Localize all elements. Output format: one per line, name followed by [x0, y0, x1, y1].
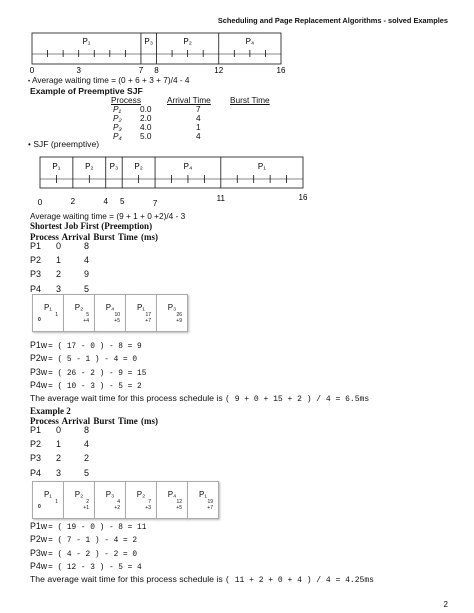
preemptive-row-arrival: 0.0 [140, 104, 152, 114]
preemptive-row-process: P₁ [113, 104, 122, 114]
section2-row-arrival: 0 [56, 425, 62, 435]
average-waiting-time-2: Average waiting time = (9 + 1 + 0 +2)/4 - 3 [30, 211, 186, 221]
section1-gantt-time: 1 [55, 312, 58, 318]
preemptive-row-arrival: 5.0 [140, 131, 152, 141]
section1-gantt-process: P₁ [136, 303, 146, 312]
gantt2-frame [40, 157, 303, 188]
avg1-text: Average waiting time = (0 + 6 + 3 + 7)/4 - 4 [31, 75, 190, 85]
section1-gantt-process: P₃ [167, 303, 177, 312]
section1-gantt-block [156, 294, 188, 332]
gantt1-segment-label: P₃ [144, 37, 154, 46]
section1-row-arrival: 3 [56, 283, 62, 294]
col-header-arrival: Arrival Time [167, 95, 211, 105]
gantt2-tick-label: 7 [152, 199, 158, 208]
section2-row-arrival: 1 [56, 439, 62, 450]
bullet-icon: • [28, 140, 31, 149]
preemptive-row-process: P₄ [113, 131, 122, 141]
section2-gantt-process: P₂ [136, 490, 146, 499]
avg-text: The average wait time for this process schedule is [30, 393, 223, 403]
section2-gantt-start: 0 [38, 504, 41, 510]
preemptive-row-process: P₃ [113, 122, 122, 132]
wait-label: P3w [30, 547, 48, 558]
wait-label: P2w [30, 534, 48, 545]
wait-equation: = ( 7 - 1 ) - 4 = 2 [48, 537, 138, 546]
preemptive-row-burst: 4 [196, 131, 201, 141]
section1-row-arrival: 1 [56, 255, 62, 266]
section2-gantt-process: P₄ [167, 490, 177, 499]
section2-row-burst: 4 [84, 439, 90, 450]
section2-gantt-time: 12 +5 [176, 499, 182, 511]
gantt1-segment-label: P₁ [82, 37, 91, 46]
section1-wait-line [30, 380, 142, 391]
gantt2-segment-label: P₁ [52, 162, 61, 171]
wait-equation: = ( 12 - 3 ) - 5 = 4 [48, 564, 142, 573]
gantt2-tick-label: 2 [70, 197, 76, 206]
section1-row-arrival: 0 [56, 241, 62, 251]
gantt2-segment-label: P₄ [183, 162, 193, 171]
section2-gantt-process: P₁ [43, 490, 53, 499]
section1-row-burst: 8 [84, 241, 90, 251]
gantt2-tick-label: 11 [216, 194, 225, 203]
section2-row-process: P1 [30, 425, 42, 435]
preemptive-row-arrival: 2.0 [140, 113, 152, 123]
section2-wait-line [30, 561, 142, 572]
gantt2-segment-label: P₃ [109, 162, 119, 171]
gantt2-segment-label: P₂ [85, 162, 94, 171]
section1-gantt-block [94, 294, 126, 332]
section2-gantt-block [125, 481, 157, 519]
wait-label: P4w [30, 561, 48, 572]
gantt2-tick-label: 5 [119, 197, 125, 206]
section1-gantt-process: P₂ [74, 303, 84, 312]
bullet-icon: • [28, 79, 31, 85]
section1-gantt-block [32, 294, 64, 332]
page-number: 2 [443, 600, 448, 609]
section1-gantt-time: 10 +5 [114, 312, 120, 324]
gantt2-tick-label: 16 [298, 193, 308, 202]
section2-table-header: Process Arrival Burst Time (ms) [30, 416, 158, 426]
section2-row-burst: 5 [84, 467, 90, 478]
col-header-burst: Burst Time [230, 95, 270, 105]
section2-gantt-block [156, 481, 188, 519]
section2-row-process: P4 [30, 467, 42, 478]
wait-equation: = ( 10 - 3 ) - 5 = 2 [48, 383, 142, 392]
wait-label: P1w [30, 521, 48, 531]
gantt-chart-2 [38, 157, 308, 208]
gantt1-tick-label: 3 [76, 66, 81, 75]
section1-row-burst: 9 [84, 269, 90, 280]
gantt1-tick-label: 0 [29, 66, 35, 75]
section1-wait-line [30, 340, 142, 351]
page-header: Scheduling and Page Replacement Algorithms - solved Examples [217, 16, 448, 25]
avg-equation: ( 11 + 2 + 0 + 4 ) / 4 = 4.25ms [225, 576, 374, 585]
section1-row-process: P1 [30, 241, 42, 251]
gantt1-tick-label: 16 [276, 66, 286, 75]
section1-gantt-block [125, 294, 157, 332]
gantt2-tick-label: 4 [103, 197, 108, 206]
section1-title: Shortest Job First (Preemption) [30, 221, 153, 231]
example-title: Example of Preemptive SJF [30, 86, 143, 96]
preemptive-row-burst: 4 [196, 113, 201, 123]
section2-gantt-time: 4 +2 [114, 499, 120, 511]
wait-equation: = ( 17 - 0 ) - 8 = 9 [48, 343, 142, 351]
gantt1-frame [32, 33, 281, 64]
wait-label: P2w [30, 353, 48, 364]
section1-gantt-time: 26 +9 [176, 312, 182, 324]
section2-gantt-block [63, 481, 95, 519]
section2-wait-line [30, 534, 137, 545]
gantt1-tick-label: 8 [154, 66, 159, 75]
wait-equation: = ( 26 - 2 ) - 9 = 15 [48, 369, 147, 378]
section2-gantt-process: P₂ [74, 490, 84, 499]
avg-text: The average wait time for this process schedule is [30, 574, 223, 584]
section1-row-process: P4 [30, 283, 42, 294]
section1-gantt-start: 0 [38, 317, 41, 323]
section1-row-burst: 5 [84, 283, 90, 294]
section1-row-arrival: 2 [56, 269, 62, 280]
section2-gantt-time: 7 +3 [145, 499, 151, 511]
section2-gantt-block [32, 481, 64, 519]
section2-gantt-block [94, 481, 126, 519]
section2-row-arrival: 3 [56, 467, 62, 478]
gantt-chart-1 [30, 33, 286, 75]
wait-label: P3w [30, 366, 48, 377]
wait-equation: = ( 5 - 1 ) - 4 = 0 [48, 356, 138, 365]
section1-gantt-process: P₁ [43, 303, 53, 312]
preemptive-row-burst: 7 [196, 104, 201, 114]
gantt1-segment-label: P₂ [183, 37, 192, 46]
wait-label: P4w [30, 380, 48, 391]
section1-wait-line [30, 353, 137, 364]
section1-row-process: P2 [30, 255, 42, 266]
section1-table-header: Process Arrival Burst Time (ms) [30, 232, 158, 242]
section2-gantt-time: 1 [55, 499, 58, 505]
section2-row-process: P3 [30, 453, 42, 464]
section2-gantt-time: 19 +7 [207, 499, 213, 511]
sjf-label-text: SJF (preemptive) [33, 139, 100, 149]
gantt1-tick-label: 12 [214, 66, 224, 75]
section1-wait-line [30, 367, 146, 378]
section2-gantt-process: P₃ [105, 490, 115, 499]
section2-row-arrival: 2 [56, 453, 62, 464]
section2-row-burst: 8 [84, 425, 90, 435]
gantt1-segment-label: P₄ [245, 37, 255, 46]
section2-wait-line [30, 521, 146, 532]
gantt1-tick-label: 7 [138, 66, 144, 75]
wait-equation: = ( 4 - 2 ) - 2 = 0 [48, 550, 138, 559]
section1-gantt-block [63, 294, 95, 332]
gantt2-segment-label: P₂ [134, 162, 143, 171]
preemptive-row-process: P₂ [113, 113, 122, 123]
gantt2-tick-label: 0 [37, 198, 43, 207]
average-waiting-time-1 [28, 75, 190, 85]
section2-wait-line [30, 548, 137, 559]
section2-gantt-block [187, 481, 219, 519]
section1-gantt-time: 5 +4 [83, 312, 89, 324]
section1-average [30, 393, 369, 404]
sjf-preemptive-label [28, 139, 99, 149]
section2-gantt-process: P₁ [198, 490, 208, 499]
wait-label: P1w [30, 340, 48, 350]
avg-equation: ( 9 + 0 + 15 + 2 ) / 4 = 6.5ms [225, 395, 370, 404]
section2-gantt-time: 2 +1 [83, 499, 89, 511]
section1-row-process: P3 [30, 269, 42, 280]
section2-row-burst: 2 [84, 453, 90, 464]
section2-title: Example 2 [30, 406, 71, 416]
gantt2-segment-label: P₁ [257, 162, 266, 171]
wait-equation: = ( 19 - 0 ) - 8 = 11 [48, 524, 147, 532]
preemptive-row-burst: 1 [196, 122, 201, 132]
section2-row-process: P2 [30, 439, 42, 450]
col-header-process: Process [111, 95, 141, 105]
section1-row-burst: 4 [84, 255, 90, 266]
section1-gantt-process: P₄ [105, 303, 115, 312]
preemptive-row-arrival: 4.0 [140, 122, 152, 132]
section2-average [30, 574, 374, 585]
section1-gantt-time: 17 +7 [145, 312, 151, 324]
